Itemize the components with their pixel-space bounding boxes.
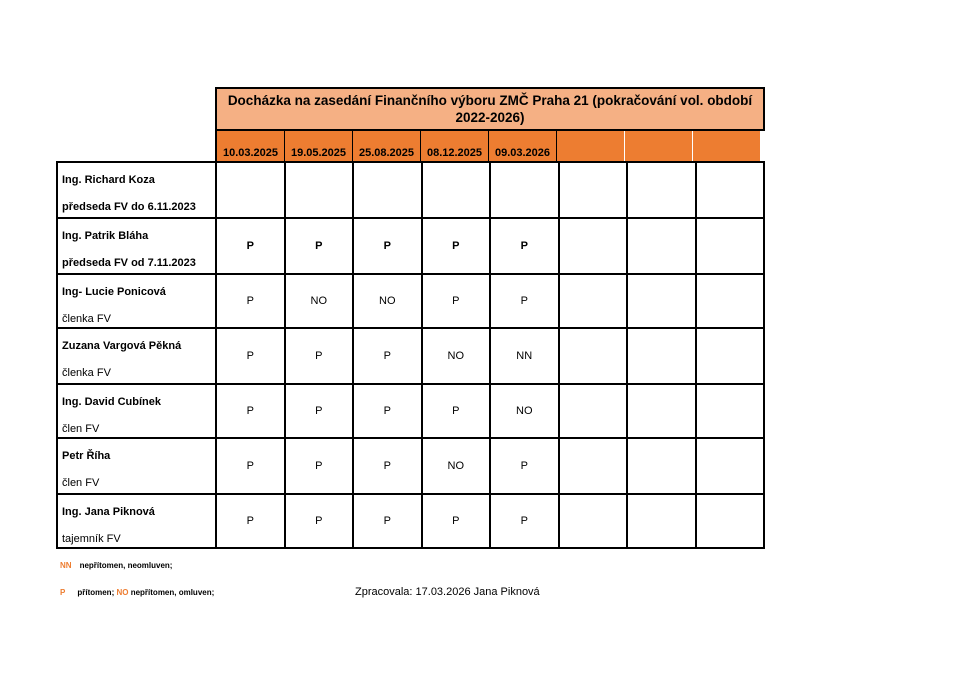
attendance-cell: P bbox=[216, 494, 285, 548]
date-header-cell: 09.03.2026 bbox=[489, 131, 557, 163]
attendance-cell bbox=[559, 438, 628, 494]
member-cell bbox=[57, 494, 216, 548]
attendance-cell bbox=[696, 162, 765, 218]
date-header-cell bbox=[625, 131, 693, 163]
attendance-cell bbox=[559, 494, 628, 548]
attendance-cell: P bbox=[490, 494, 559, 548]
attendance-cell: P bbox=[490, 438, 559, 494]
attendance-cell bbox=[627, 494, 696, 548]
attendance-cell: P bbox=[216, 384, 285, 438]
attendance-cell bbox=[559, 384, 628, 438]
member-row bbox=[57, 494, 764, 548]
attendance-cell bbox=[559, 218, 628, 274]
attendance-cell bbox=[627, 218, 696, 274]
legend-p-text: přítomen; bbox=[77, 588, 115, 597]
member-name: Ing. Jana Piknová bbox=[62, 506, 155, 518]
member-name: Ing. Patrik Bláha bbox=[62, 230, 149, 242]
attendance-cell: P bbox=[490, 274, 559, 328]
attendance-cell bbox=[353, 162, 422, 218]
attendance-cell: P bbox=[490, 218, 559, 274]
member-role: členka FV bbox=[62, 367, 111, 379]
member-row bbox=[57, 218, 764, 274]
attendance-cell bbox=[696, 274, 765, 328]
member-name: Petr Říha bbox=[62, 450, 111, 462]
date-header-cell: 10.03.2025 bbox=[217, 131, 285, 163]
date-header-cell: 08.12.2025 bbox=[421, 131, 489, 163]
member-cell bbox=[57, 218, 216, 274]
member-cell bbox=[57, 438, 216, 494]
member-cell bbox=[57, 162, 216, 218]
attendance-cell: P bbox=[216, 274, 285, 328]
attendance-cell bbox=[627, 162, 696, 218]
attendance-cell: P bbox=[422, 384, 491, 438]
legend-nn bbox=[60, 561, 172, 570]
member-row bbox=[57, 328, 764, 384]
member-role: členka FV bbox=[62, 313, 111, 325]
attendance-cell bbox=[627, 438, 696, 494]
attendance-cell bbox=[627, 384, 696, 438]
attendance-table bbox=[56, 161, 765, 549]
attendance-cell: NO bbox=[422, 438, 491, 494]
member-name: Ing. David Cubínek bbox=[62, 396, 162, 408]
attendance-cell bbox=[696, 494, 765, 548]
attendance-cell: NO bbox=[353, 274, 422, 328]
attendance-cell: P bbox=[216, 218, 285, 274]
attendance-cell bbox=[285, 162, 354, 218]
attendance-cell bbox=[696, 384, 765, 438]
member-role: tajemník FV bbox=[62, 533, 121, 545]
date-header-cell bbox=[693, 131, 761, 163]
member-cell bbox=[57, 328, 216, 384]
member-row bbox=[57, 384, 764, 438]
attendance-cell: P bbox=[285, 494, 354, 548]
attendance-cell: P bbox=[353, 438, 422, 494]
date-header-cell: 19.05.2025 bbox=[285, 131, 353, 163]
attendance-cell bbox=[696, 328, 765, 384]
attendance-cell: P bbox=[422, 494, 491, 548]
attendance-cell: NO bbox=[285, 274, 354, 328]
member-name: Zuzana Vargová Pěkná bbox=[62, 340, 182, 352]
date-header-row bbox=[215, 131, 765, 163]
member-role: předseda FV od 7.11.2023 bbox=[62, 257, 196, 269]
member-row bbox=[57, 438, 764, 494]
legend-nn-text: nepřítomen, neomluven; bbox=[79, 561, 173, 570]
attendance-cell: P bbox=[422, 274, 491, 328]
attendance-cell bbox=[627, 328, 696, 384]
legend-no-key: NO bbox=[116, 588, 129, 597]
legend-no-text: nepřítomen, omluven; bbox=[130, 588, 215, 597]
attendance-cell: P bbox=[353, 384, 422, 438]
attendance-cell: NO bbox=[422, 328, 491, 384]
attendance-cell: P bbox=[422, 218, 491, 274]
attendance-cell: P bbox=[216, 328, 285, 384]
attendance-cell bbox=[422, 162, 491, 218]
table-title: Docházka na zasedání Finančního výboru ZMČ Praha 21 (pokračování vol. období 2022-2026) bbox=[215, 87, 765, 131]
attendance-cell: P bbox=[353, 494, 422, 548]
member-cell bbox=[57, 384, 216, 438]
attendance-cell: P bbox=[353, 218, 422, 274]
legend-p-no bbox=[60, 588, 214, 597]
member-cell bbox=[57, 274, 216, 328]
date-header-cell: 25.08.2025 bbox=[353, 131, 421, 163]
attendance-cell bbox=[559, 274, 628, 328]
attendance-cell bbox=[559, 328, 628, 384]
member-role: předseda FV do 6.11.2023 bbox=[62, 201, 196, 213]
attendance-cell: P bbox=[285, 438, 354, 494]
attendance-cell: NO bbox=[490, 384, 559, 438]
date-header-cell bbox=[557, 131, 625, 163]
attendance-cell bbox=[559, 162, 628, 218]
member-role: člen FV bbox=[62, 477, 100, 489]
legend-p-key: P bbox=[60, 588, 66, 597]
member-name: Ing- Lucie Ponicová bbox=[62, 286, 166, 298]
member-row bbox=[57, 274, 764, 328]
attendance-cell bbox=[627, 274, 696, 328]
member-row bbox=[57, 162, 764, 218]
legend-nn-key: NN bbox=[60, 561, 72, 570]
attendance-cell bbox=[696, 438, 765, 494]
attendance-cell bbox=[216, 162, 285, 218]
attendance-cell: P bbox=[216, 438, 285, 494]
member-role: člen FV bbox=[62, 423, 100, 435]
processed-by-note: Zpracovala: 17.03.2026 Jana Piknová bbox=[355, 586, 540, 598]
attendance-cell: P bbox=[285, 384, 354, 438]
member-name: Ing. Richard Koza bbox=[62, 174, 155, 186]
attendance-cell bbox=[696, 218, 765, 274]
attendance-cell: P bbox=[285, 328, 354, 384]
attendance-cell bbox=[490, 162, 559, 218]
attendance-cell: P bbox=[353, 328, 422, 384]
attendance-cell: NN bbox=[490, 328, 559, 384]
attendance-cell: P bbox=[285, 218, 354, 274]
